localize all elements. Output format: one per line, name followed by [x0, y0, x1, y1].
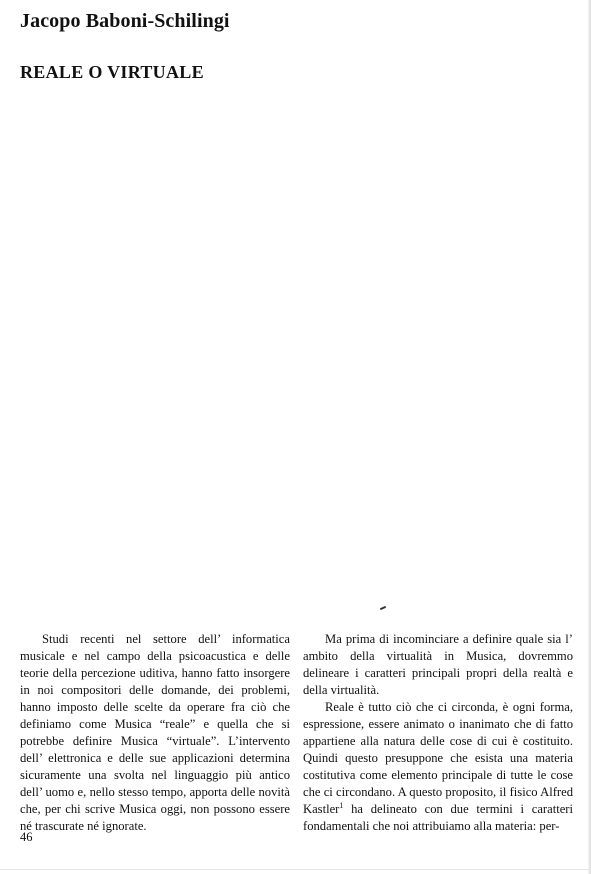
right-paragraph-2-text: Reale è tutto ciò che ci circonda, è ogni forma, espressione, essere animato o inanimato che di fatto appartiene alla natura delle cose di cui è costituito. Quindi questo presuppone che esista una materia costitutiva come elemento principale di tutte le cose che ci circondano. A questo proposito, il fisico Alfred Kastler	[303, 700, 573, 816]
page-number: 46	[20, 830, 33, 844]
left-column	[20, 631, 290, 835]
right-paragraph-1: Ma prima di incominciare a definire quale sia l’ ambito della virtualità in Musica, dovremmo delineare i caratteri principali propri della realtà e della virtualità.	[303, 632, 573, 697]
right-paragraph-2-continuation: ha delineato con due termini i caratteri fondamentali che noi attribuiamo alla materia: per-	[303, 802, 573, 833]
author-name: Jacopo Baboni-Schilingi	[20, 10, 230, 32]
bottom-scan-line	[0, 869, 591, 870]
stray-mark	[380, 606, 386, 610]
left-paragraph-1: Studi recenti nel settore dell’ informatica musicale e nel campo della psicoacustica e delle teorie della percezione uditiva, hanno fatto insorgere in noi compositori delle domande, dei problemi, hanno imposto delle scelte da operare fra ciò che definiamo come Musica “reale” e quella che si potrebbe definire Musica “virtuale”. L’intervento dell’ elettronica e delle sue applicazioni determina sicuramente una svolta nel linguaggio più antico dell’ uomo e, nello stesso tempo, apporta delle novità che, per chi scrive Musica oggi, non possono essere né trascurate né ignorate.	[20, 632, 290, 833]
article-title: REALE O VIRTUALE	[20, 62, 204, 82]
right-paragraph-2	[303, 699, 573, 835]
right-column	[303, 631, 573, 835]
footnote-marker[interactable]: 1	[339, 800, 344, 810]
